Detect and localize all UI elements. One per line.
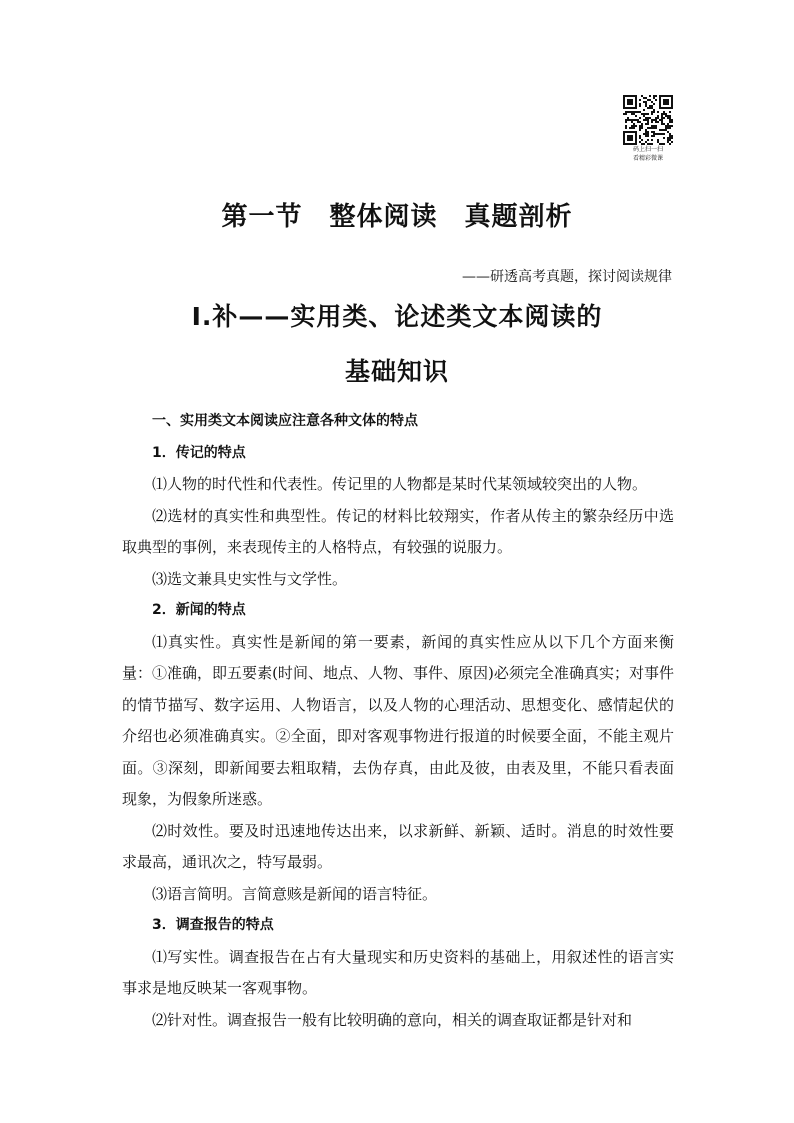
paragraph: ⑵时效性。要及时迅速地传达出来，以求新鲜、新颖、适时。消息的时效性要求最高，通讯次之，特写最弱。	[122, 821, 674, 871]
subsection-title: 1．传记的特点	[152, 444, 246, 461]
paragraph: ⑴真实性。真实性是新闻的第一要素，新闻的真实性应从以下几个方面来衡量：①准确，即五要素(时间、地点、人物、事件、原因)必须完全准确真实；对事件的情节描写、数字运用、人物语言，以及人物的心理活动、思想变化、感情起伏的介绍也必须准确真实。②全面，即对客观事物进行报道的时候要全面，不能主观片面。③深刻，即新闻要去粗取精，去伪存真，由此及彼，由表及里，不能只看表面现象，为假象所迷惑。	[122, 632, 674, 808]
qr-code-block	[622, 95, 674, 163]
qr-finder-pattern	[624, 96, 636, 108]
paragraph: ⑵针对性。调查报告一般有比较明确的意向，相关的调查取证都是针对和	[152, 1010, 633, 1029]
paragraph: ⑴人物的时代性和代表性。传记里的人物都是某时代某领域较突出的人物。	[152, 475, 648, 493]
body-text	[122, 406, 674, 1036]
subsection-title: 3．调查报告的特点	[152, 917, 274, 933]
paragraph: ⑵选材的真实性和典型性。传记的材料比较翔实，作者从传主的繁杂经历中选取典型的事例，来表现传主的人格特点，有较强的说服力。	[122, 506, 674, 556]
section-heading-line-2: 基础知识	[344, 357, 449, 386]
section-heading-line-1: Ⅰ.补——实用类、论述类文本阅读的	[191, 302, 603, 331]
paragraph: ⑴写实性。调查报告在占有大量现实和历史资料的基础上，用叙述性的语言实事求是地反映某一客观事物。	[122, 947, 674, 997]
section-title: 一、实用类文本阅读应注意各种文体的特点	[152, 413, 418, 429]
paragraph: ⑶语言简明。言简意赅是新闻的语言特征。	[152, 884, 438, 903]
qr-code-image	[623, 95, 673, 145]
qr-finder-pattern	[624, 132, 636, 144]
subsection-title: 2．新闻的特点	[152, 602, 246, 618]
page-subtitle: ——研透高考真题，探讨阅读规律	[462, 269, 672, 285]
qr-finder-pattern	[660, 96, 672, 108]
paragraph: ⑶选文兼具史实性与文学性。	[152, 569, 348, 588]
qr-caption-line-1: 码上扫一扫	[632, 146, 663, 153]
page-title: 第一节 整体阅读 真题剖析	[221, 202, 573, 232]
qr-caption-line-2: 看精彩微课	[632, 155, 663, 162]
